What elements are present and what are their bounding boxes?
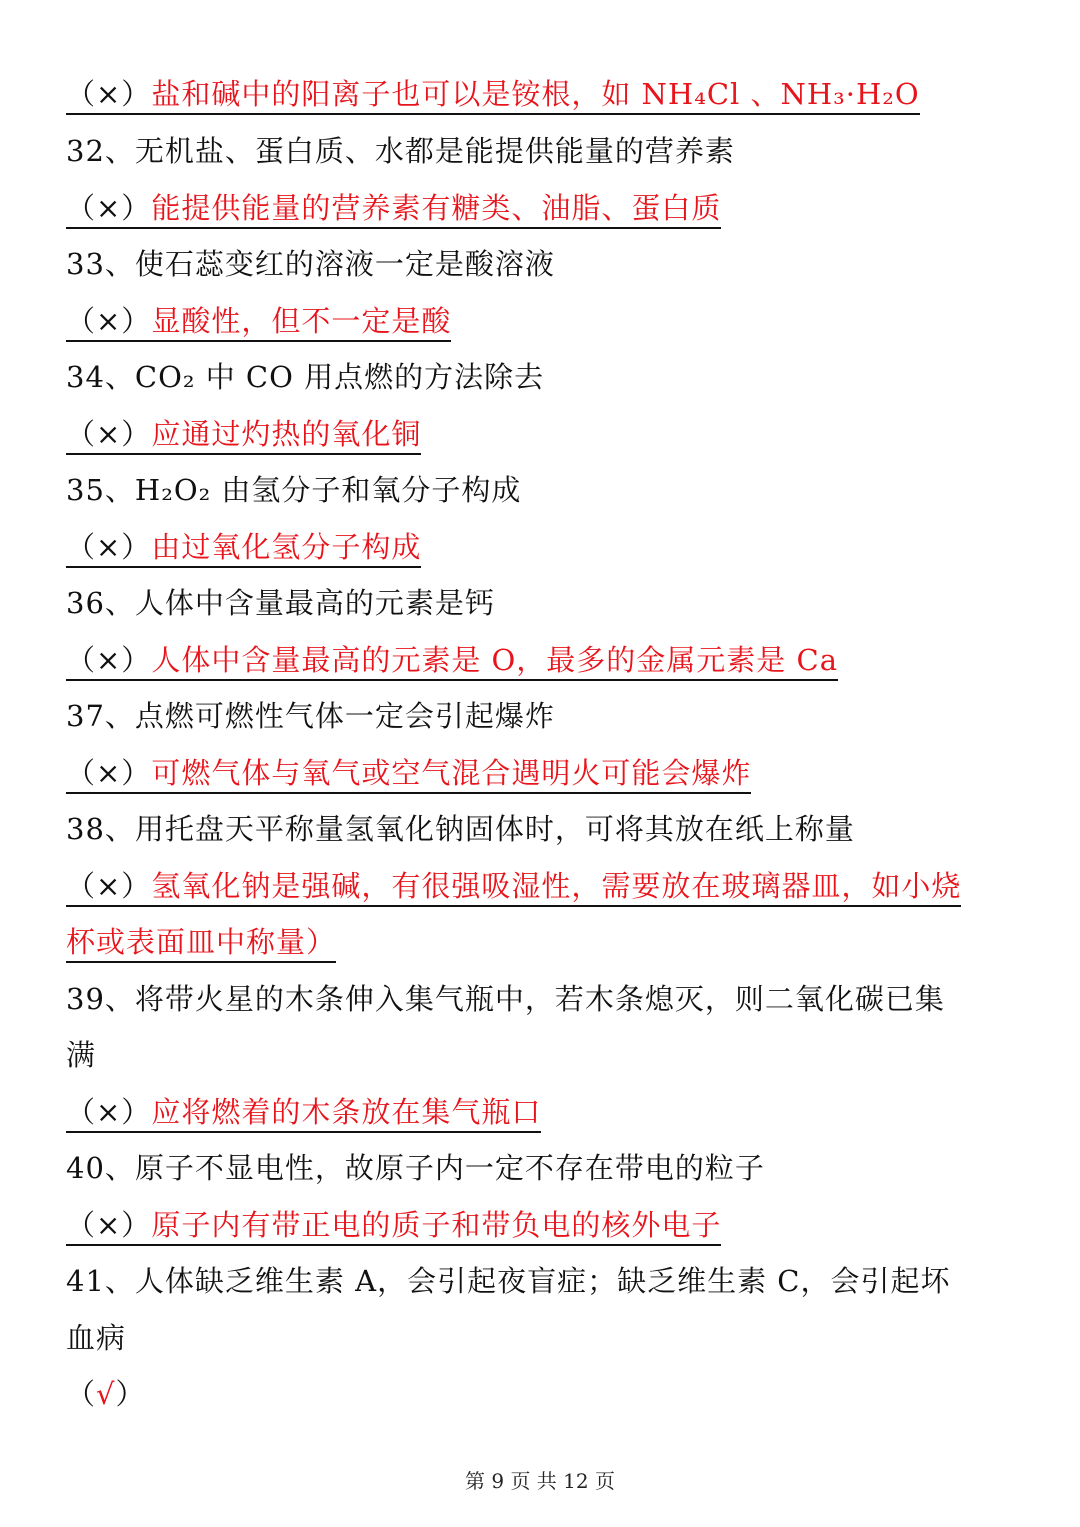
question-line: 32、无机盐、蛋白质、水都是能提供能量的营养素 xyxy=(66,134,735,168)
answer-line xyxy=(66,640,838,680)
question-line: 40、原子不显电性，故原子内一定不存在带电的粒子 xyxy=(66,1151,765,1185)
answer-line xyxy=(66,74,920,114)
wrong-mark: （×） xyxy=(66,530,152,564)
wrong-mark: （×） xyxy=(66,77,152,111)
question-line-continued: 满 xyxy=(66,1038,97,1072)
answer-text: 杯或表面皿中称量） xyxy=(66,925,337,959)
question-line: 38、用托盘天平称量氢氧化钠固体时，可将其放在纸上称量 xyxy=(66,812,855,846)
question-line: 34、CO₂ 中 CO 用点燃的方法除去 xyxy=(66,360,545,394)
question-line: 35、H₂O₂ 由氢分子和氧分子构成 xyxy=(66,473,522,507)
question-line: 41、人体缺乏维生素 A，会引起夜盲症；缺乏维生素 C，会引起坏 xyxy=(66,1264,951,1298)
wrong-mark: （×） xyxy=(66,1095,152,1129)
wrong-mark: （×） xyxy=(66,643,152,677)
answer-text: 应将燃着的木条放在集气瓶口 xyxy=(151,1095,542,1129)
answer-line xyxy=(66,866,961,906)
question-line: 37、点燃可燃性气体一定会引起爆炸 xyxy=(66,699,555,733)
check-mark-icon: √ xyxy=(96,1377,116,1411)
answer-text: 应通过灼热的氧化铜 xyxy=(151,417,422,451)
answer-text: 氢氧化钠是强碱，有很强吸湿性，需要放在玻璃器皿，如小烧 xyxy=(151,869,962,903)
answer-text: 可燃气体与氧气或空气混合遇明火可能会爆炸 xyxy=(151,756,752,790)
wrong-mark: （×） xyxy=(66,191,152,225)
question-line: 33、使石蕊变红的溶液一定是酸溶液 xyxy=(66,247,555,281)
wrong-mark: （×） xyxy=(66,1208,152,1242)
answer-line xyxy=(66,1205,721,1245)
question-line: 39、将带火星的木条伸入集气瓶中，若木条熄灭，则二氧化碳已集 xyxy=(66,982,945,1016)
answer-line xyxy=(66,527,421,567)
wrong-mark: （×） xyxy=(66,304,152,338)
wrong-mark: （×） xyxy=(66,756,152,790)
answer-line xyxy=(66,414,421,454)
answer-text: 能提供能量的营养素有糖类、油脂、蛋白质 xyxy=(151,191,722,225)
open-paren: （ xyxy=(66,1377,97,1411)
answer-text: 原子内有带正电的质子和带负电的核外电子 xyxy=(151,1208,722,1242)
page-footer: 第 9 页 共 12 页 xyxy=(465,1469,615,1493)
answer-text: 盐和碱中的阳离子也可以是铵根，如 NH₄Cl 、NH₃·H₂O xyxy=(151,77,920,111)
close-paren: ） xyxy=(115,1377,146,1411)
answer-text: 人体中含量最高的元素是 O，最多的金属元素是 Ca xyxy=(151,643,839,677)
question-line: 36、人体中含量最高的元素是钙 xyxy=(66,586,495,620)
answer-line-continued xyxy=(66,922,336,962)
wrong-mark: （×） xyxy=(66,869,152,903)
answer-text: 显酸性，但不一定是酸 xyxy=(151,304,452,338)
answer-line xyxy=(66,1092,541,1132)
answer-line-check xyxy=(66,1374,146,1414)
answer-line xyxy=(66,753,751,793)
question-line-continued: 血病 xyxy=(66,1321,127,1355)
answer-line xyxy=(66,188,721,228)
wrong-mark: （×） xyxy=(66,417,152,451)
answer-line xyxy=(66,301,451,341)
answer-text: 由过氧化氢分子构成 xyxy=(151,530,422,564)
